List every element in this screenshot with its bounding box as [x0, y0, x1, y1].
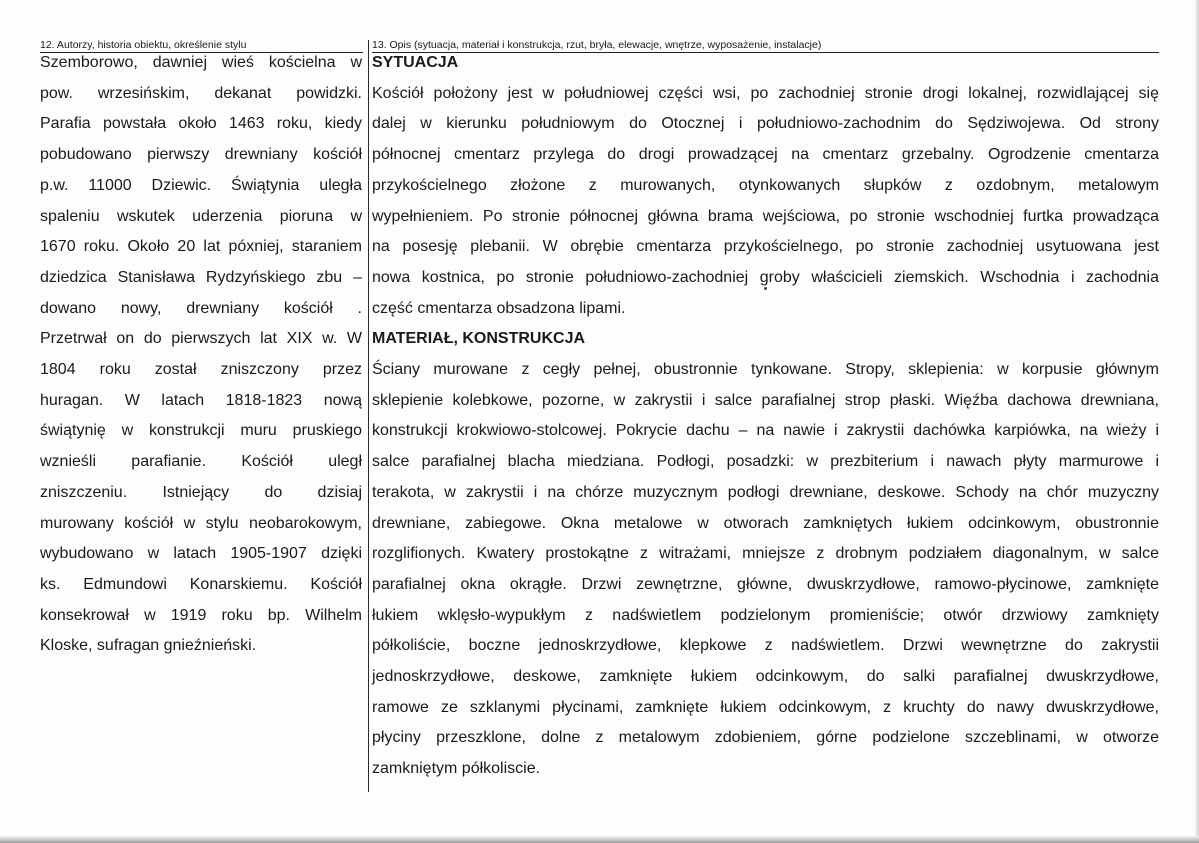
description-text-line: na posesję plebanii. W obrębie cmentarza przykościelnego, po stronie zachodniej usytuowana jest [372, 238, 1159, 256]
section-heading: MATERIAŁ, KONSTRUKCJA [372, 330, 586, 348]
history-text-line: Kloske, sufragan gnieźnieński. [40, 637, 257, 655]
history-text-line: dowano nowy, drewniany kościół . [40, 299, 362, 317]
description-text-line: przykościelnego złożone z murowanych, otynkowanych słupków z ozdobnym, metalowym [372, 176, 1159, 194]
description-text-line: drewniane, zabiegowe. Okna metalowe w otworach zamkniętych łukiem odcinkowym, obustronnie [372, 514, 1159, 532]
description-text-line: Ściany murowane z cegły pełnej, obustronnie tynkowane. Stropy, sklepienia: w korpusie głównym [372, 361, 1159, 379]
description-text-line: rozglifionych. Kwatery prostokątne z witrażami, mniejsze z drobnym podziałem diagonalnym, w salce [372, 545, 1159, 563]
description-text-line: sklepienie kolebkowe, pozorne, w zakrystii i salce parafialnej strop płaski. Więźba dachowa drewniana, [372, 391, 1159, 409]
description-text-line: nowa kostnica, po stronie południowo-zachodniej groby właścicieli ziemskich. Wschodnia i zachodnia [372, 268, 1159, 286]
history-text-line: spaleniu wskutek uderzenia pioruna w [40, 207, 362, 225]
history-text-line: huragan. W latach 1818-1823 nową [40, 391, 362, 409]
description-text-line: północnej cmentarz przylega do drogi prowadzącej na cmentarz grzebalny. Ogrodzenie cmentarza [372, 146, 1159, 164]
section-13-header: 13. Opis (sytuacja, materiał i konstrukcja, rzut, bryła, elewacje, wnętrze, wyposażenie, instalacje) [372, 38, 1159, 53]
description-text-line: łukiem wklęsło-wypukłym z nadświetlem podzielonym promieniście; otwór drzwiowy zamknięty [372, 606, 1159, 624]
description-text-line: dalej w kierunku południowym do Otocznej i południowo-zachodnim do Sędziwojewa. Od strony [372, 115, 1159, 133]
description-text-line: terakota, w zakrystii i na chórze muzycznym podłogi drewniane, deskowe. Schody na chór muzyczny [372, 483, 1159, 501]
history-text-line: 1670 roku. Około 20 lat póxniej, staraniem [40, 238, 362, 256]
description-text-line: salce parafialnej blacha miedziana. Podłogi, posadzki: w prezbiterium i nawach płyty marmurowe i [372, 453, 1159, 471]
history-text-line: ks. Edmundowi Konarskiemu. Kościół [40, 575, 362, 593]
scan-edge-bottom [0, 836, 1199, 843]
history-text-line: konsekrował w 1919 roku bp. Wilhelm [40, 606, 362, 624]
description-text-line: płyciny przeszklone, dolne z metalowym zdobieniem, górne podzielone szczeblinami, w otworze [372, 729, 1159, 747]
description-text-line: półkoliście, boczne jednoskrzydłowe, klepkowe z nadświetlem. Drzwi wewnętrzne do zakrystii [372, 637, 1159, 655]
history-text-line: p.w. 11000 Dziewic. Świątynia uległa [40, 176, 362, 194]
history-text-line: świątynię w konstrukcji muru pruskiego [40, 422, 362, 440]
description-text-line: jednoskrzydłowe, deskowe, zamknięte łukiem odcinkowym, do salki parafialnej dwuskrzydłowe, [372, 668, 1159, 686]
description-text-line: konstrukcji krokwiowo-stolcowej. Pokrycie dachu – na nawie i zakrystii dachówka karpiówka, na wieży i [372, 422, 1159, 440]
history-text-line: murowany kościół w stylu neobarokowym, [40, 514, 362, 532]
column-divider [368, 40, 369, 792]
description-text-line: parafialnej okna okrągłe. Drzwi zewnętrzne, główne, dwuskrzydłowe, ramowo-płycinowe, zamknięte [372, 575, 1159, 593]
description-text-line: wypełnieniem. Po stronie północnej główna brama wejściowa, po stronie wschodniej furtka prowadząca [372, 207, 1159, 225]
history-text-line: zniszczeniu. Istniejący do dzisiaj [40, 483, 362, 501]
section-heading: SYTUACJA [372, 54, 459, 71]
history-text-line: Szemborowo, dawniej wieś kościelna w [40, 54, 362, 71]
history-text-column [40, 48, 362, 662]
history-text-line: dziedzica Stanisława Rydzyńskiego zbu – [40, 268, 362, 286]
history-text-line: Przetrwał on do pierwszych lat XIX w. W [40, 330, 362, 348]
description-text-column [372, 48, 1159, 785]
description-text-line: ramowe ze szklanymi płycinami, zamknięte łukiem odcinkowym, z kruchty do nawy dwuskrzydłowe, [372, 698, 1159, 716]
scan-edge-right [1195, 0, 1199, 843]
scan-speck [764, 287, 767, 290]
history-text-line: Parafia powstała około 1463 roku, kiedy [40, 115, 362, 133]
history-text-line: wznieśli parafianie. Kościół uległ [40, 453, 362, 471]
description-text-line: Kościół położony jest w południowej części wsi, po zachodniej stronie drogi lokalnej, rozwidlającej się [372, 84, 1159, 102]
section-12-header: 12. Autorzy, historia obiektu, określenie stylu [40, 38, 363, 53]
description-text-line: zamkniętym półkoliscie. [372, 760, 541, 778]
description-text-line: część cmentarza obsadzona lipami. [372, 299, 626, 317]
history-text-line: pow. wrzesińskim, dekanat powidzki. [40, 84, 362, 102]
history-text-line: 1804 roku został zniszczony przez [40, 361, 362, 379]
history-text-line: wybudowano w latach 1905-1907 dzięki [40, 545, 362, 563]
history-text-line: pobudowano pierwszy drewniany kościół [40, 146, 362, 164]
